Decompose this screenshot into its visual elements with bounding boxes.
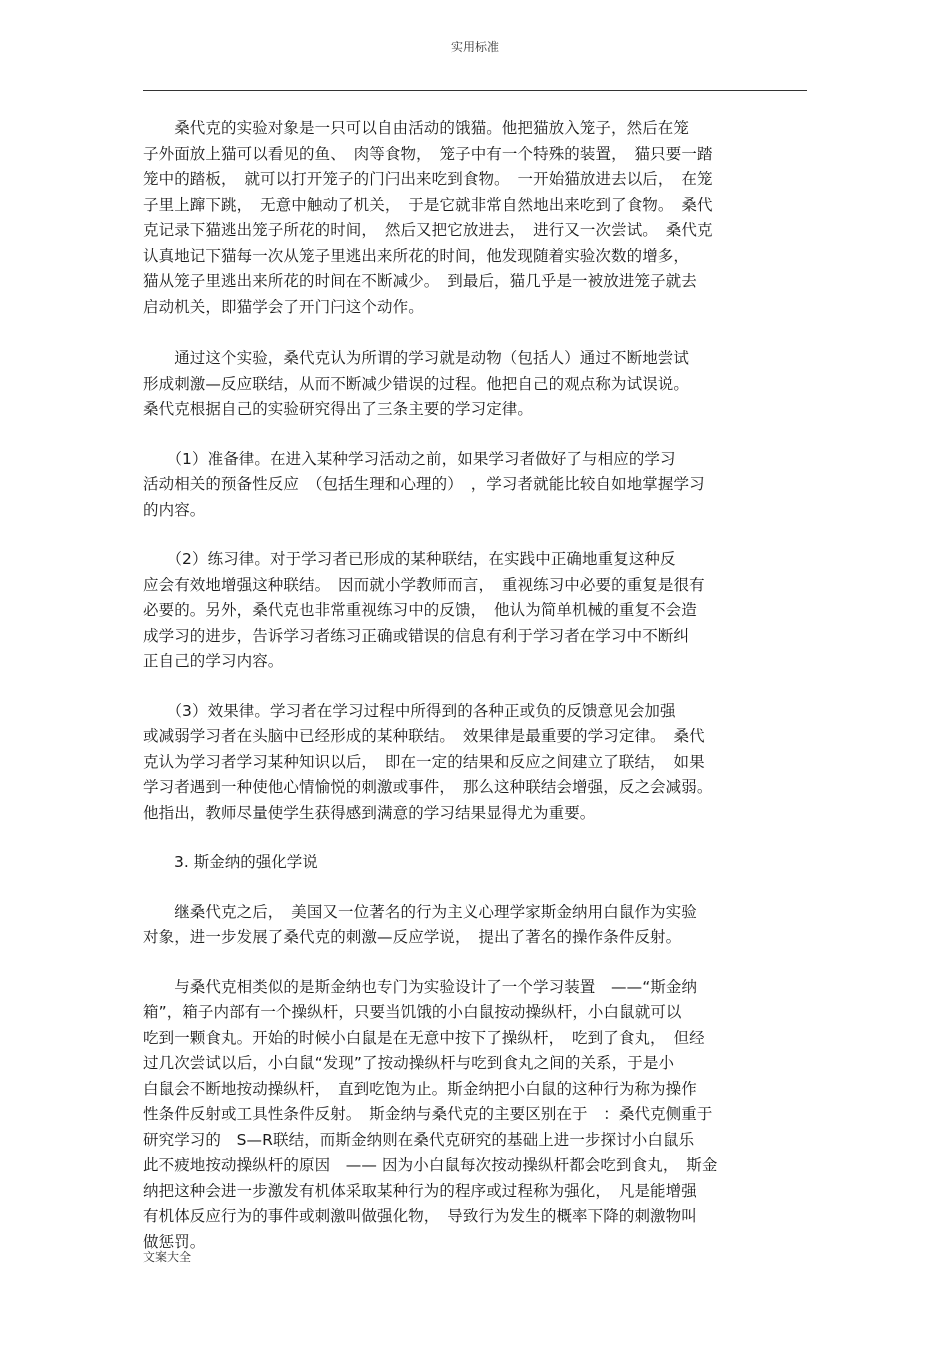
page-footer: 文案大全 <box>143 1250 192 1264</box>
paragraph-law-of-readiness: （1）准备律。在进入某种学习活动之前，如果学习者做好了与相应的学习 活动相关的预备性反应 （包括生理和心理的） ，学习者就能比较自如地掌握学习 的内容。 <box>143 449 705 519</box>
paragraph-trial-and-error: 通过这个实验，桑代克认为所谓的学习就是动物（包括人）通过不断地尝试 形成刺激—反应联结，从而不断减少错误的过程。他把自己的观点称为试误说。 桑代克根据自己的实验研究得出了三条主要的学习定律。 <box>143 349 690 418</box>
paragraph-skinner-intro: 继桑代克之后， 美国又一位著名的行为主义心理学家斯金纳用白鼠作为实验 对象，进一步发展了桑代克的刺激—反应学说， 提出了著名的操作条件反射。 <box>143 902 697 946</box>
paragraph-skinner-box: 与桑代克相类似的是斯金纳也专门为实验设计了一个学习装置 ——“斯金纳 箱”，箱子内部有一个操纵杆，只要当饥饿的小白鼠按动操纵杆，小白鼠就可以 吃到一颗食丸。开始的时候小白鼠是在无意中按下了操纵杆， 吃到了食丸， 但经 过几次尝试以后，小白鼠“发现”了按动操纵杆与吃到食丸之间的关系，于是小 白鼠会不断地按动操纵杆， 直到吃饱为止。斯金纳把小白鼠的这种行为称为操作 性条件反射或工具性条件反射。 斯金纳与桑代克的主要区别在于 ：桑代克侧重于 研究学习的 S—R联结，而斯金纳则在桑代克研究的基础上进一步探讨小白鼠乐 此不疲地按动操纵杆的原因 —— 因为小白鼠每次按动操纵杆都会吃到食丸， 斯金 纳把这种会进一步激发有机体采取某种行为的程序或过程称为强化， 凡是能增强 有机体反应行为的事件或刺激叫做强化物， 导致行为发生的概率下降的刺激物叫 做惩罚。 <box>143 977 718 1251</box>
paragraph-law-of-effect: （3）效果律。学习者在学习过程中所得到的各种正或负的反馈意见会加强 或减弱学习者在头脑中已经形成的某种联结。 效果律是最重要的学习定律。 桑代 克认为学习者学习某种知识以后， 即在一定的结果和反应之间建立了联结， 如果 学习者遇到一种使他心情愉悦的刺激或事件， 那么这种联结会增强，反之会减弱。 他指出，教师尽量使学生获得感到满意的学习结果显得尤为重要。 <box>143 701 713 822</box>
paragraph-thorndike-experiment: 桑代克的实验对象是一只可以自由活动的饿猫。他把猫放入笼子，然后在笼 子外面放上猫可以看见的鱼、 肉等食物， 笼子中有一个特殊的装置， 猫只要一踏 笼中的踏板， 就可以打开笼子的门闩出来吃到食物。 一开始猫放进去以后， 在笼 子里上蹿下跳， 无意中触动了机关， 于是它就非常自然地出来吃到了食物。 桑代 克记录下猫逃出笼子所花的时间， 然后又把它放进去， 进行又一次尝试。 桑代克 认真地记下猫每一次从笼子里逃出来所花的时间，他发现随着实验次数的增多， 猫从笼子里逃出来所花的时间在不断减少。 到最后，猫几乎是一被放进笼子就去 启动机关，即猫学会了开门闩这个动作。 <box>143 119 713 316</box>
page-header: 实用标准 <box>450 40 499 54</box>
header-divider <box>143 90 807 91</box>
paragraph-law-of-exercise: （2）练习律。对于学习者已形成的某种联结，在实践中正确地重复这种反 应会有效地增强这种联结。 因而就小学教师而言， 重视练习中必要的重复是很有 必要的。另外，桑代克也非常重视练习中的反馈， 他认为简单机械的重复不会造 成学习的进步，告诉学习者练习正确或错误的信息有利于学习者在学习中不断纠 正自己的学习内容。 <box>143 550 705 670</box>
document-body <box>143 116 807 1279</box>
section-heading-skinner: 3. 斯金纳的强化学说 <box>143 853 318 871</box>
